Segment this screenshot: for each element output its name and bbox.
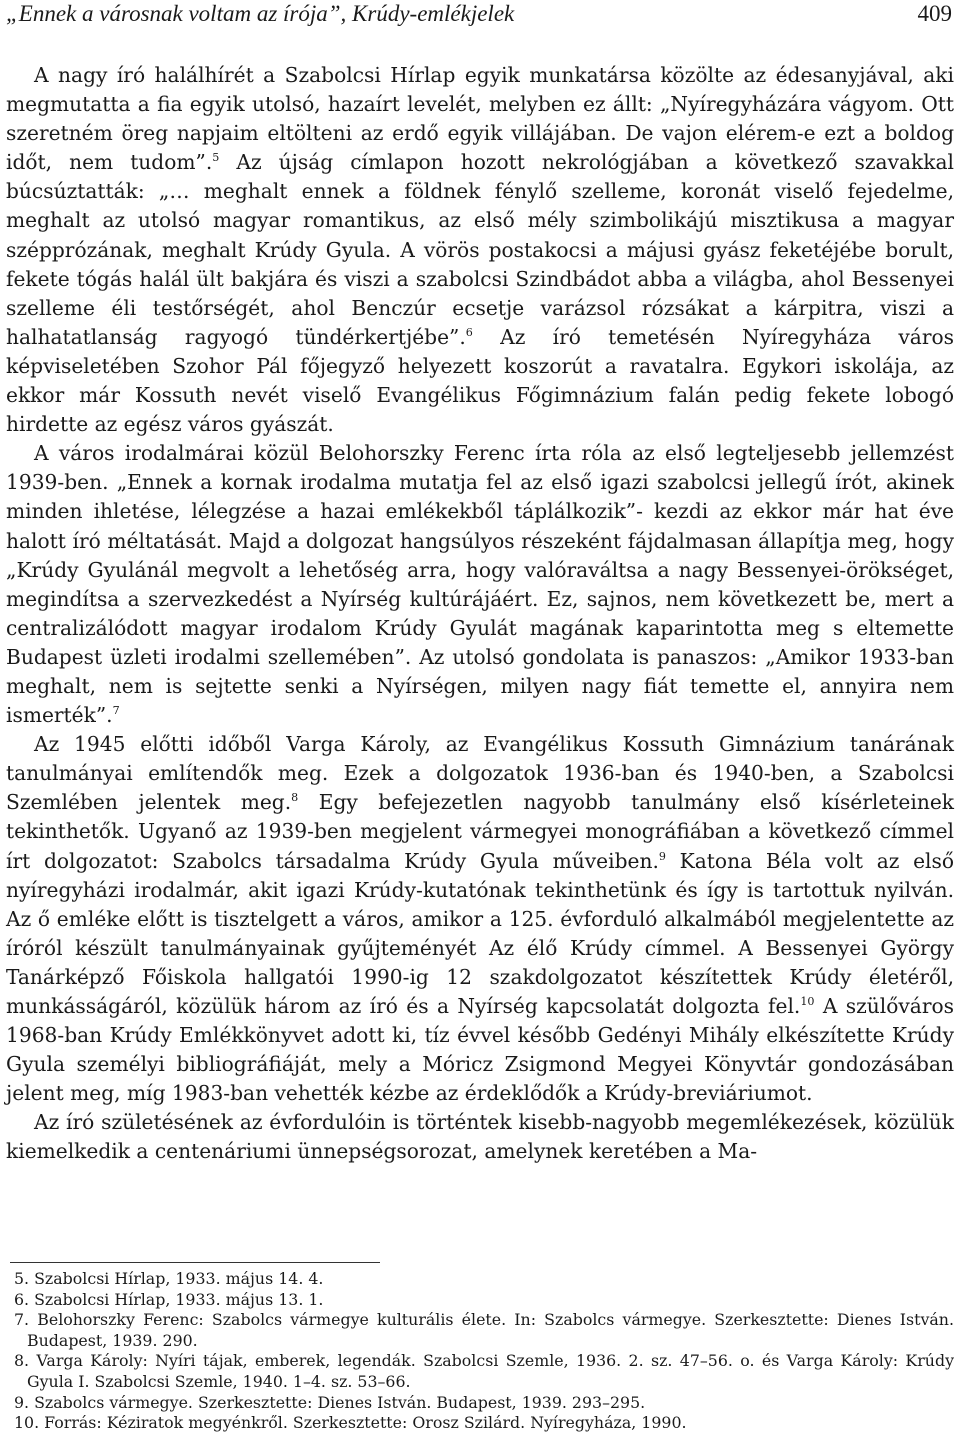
footnote-ref[interactable]: 10 bbox=[800, 995, 815, 1009]
footnote-text: Belohorszky Ferenc: Szabolcs vármegye kulturális élete. In: Szabolcs vármegye. Szerkesztette: Dienes István. Budapest, 1939. 290. bbox=[27, 1310, 954, 1350]
paragraph: Az 1945 előtti időből Varga Károly, az Evangélikus Kossuth Gimnázium tanárának tanulmányai említendők meg. Ezek a dolgozatok 1936-ban és 1940-ben, a Szabolcsi Szemlében jelentek meg.$^8$ Egy befejezetlen nagyobb tanulmány első kísérleteinek tekinthetők. Ugyanő az 1939-ben megjelent vármegyei monográfiában a következő címmel írt dolgozatot: Szabolcs társadalma Krúdy Gyula műveiben.$^9$ Katona Béla volt az első nyíregyházi irodalmár, akit igazi Krúdy-kutatónak tekinthetünk és így is tartottuk nyilván. Az ő emléke előtt is tisztelgett a város, amikor a 125. évforduló alkalmából megjelentette az íróról készült tanulmányainak gyűjteményét Az élő Krúdy címmel. A Bessenyei György Tanárképző Főiskola hallgatói 1990-ig 12 szakdolgozatot készítettek Krúdy életéről, munkásságáról, közülük három az író és a Nyírség kapcsolatát dolgozta fel.$^{10}$ A szülőváros 1968-ban Krúdy Emlékkönyvet adott ki, tíz évvel később Gedényi Mihály elkészítette Krúdy Gyula személyi bibliográfiáját, mely a Móricz Zsigmond Megyei Könyvtár gondozásában jelent meg, míg 1983-ban vehették kézbe az érdeklődők a Krúdy-breviáriumot. bbox=[6, 732, 955, 1106]
footnote-text: Szabolcs vármegye. Szerkesztette: Dienes István. Budapest, 1939. 293–295. bbox=[34, 1392, 646, 1412]
footnote bbox=[6, 1351, 954, 1392]
footnote bbox=[6, 1393, 954, 1414]
footnote-ref[interactable]: 5 bbox=[212, 151, 220, 165]
paragraph: A város irodalmárai közül Belohorszky Ferenc írta róla az első legteljesebb jellemzést 1939-ben. „Ennek a kornak irodalma mutatja fel az első igazi szabolcsi jellegű írót, akinek minden ihletése, lélegzése a hazai emlékekből táplálkozik”- kezdi az ekkor már hat éve halott író méltatását. Majd a dolgozat hangsúlyos részeként fájdalmasan állapítja meg, hogy „Krúdy Gyulánál megvolt a lehetőség arra, hogy valóraváltsa a nagy Bessenyei-örökséget, megindítsa a szervezkedést a Nyírség kultúrájáért. Ez, sajnos, nem következett be, mert a centralizálódott magyar irodalom Krúdy Gyulát magának kaparintotta meg s eltemette Budapest üzleti irodalmi szellemében”. Az utolsó gondolata is panaszos: „Amikor 1933-ban meghalt, nem is sejtette senki a Nyírségen, milyen nagy fiát temette el, annyira nem ismerték”.$^7$ bbox=[6, 441, 954, 728]
footnote-text: Szabolcsi Hírlap, 1933. május 13. 1. bbox=[34, 1289, 324, 1309]
footnote-ref[interactable]: 6 bbox=[465, 326, 473, 340]
paragraph: A nagy író halálhírét a Szabolcsi Hírlap egyik munkatársa közölte az édesanyjával, aki megmutatta a fia egyik utolsó, hazaírt levelét, melyben ez állt: „Nyíregyházára vágyom. Ott szeretném öreg napjaim eltölteni az erdő egyik villájában. De vajon elérem-e ezt a boldog időt, nem tudom”.$^5$ Az újság címlapon hozott nekrológjában a következő szavakkal búcsúztatták: „… meghalt ennek a földnek fénylő szelleme, koronát viselő fejedelme, meghalt az utolsó magyar romantikus, az első mély szimbolikájú misztikusa a magyar szépprózának, meghalt Krúdy Gyula. A vörös postakocsi a májusi gyász feketéjébe borult, fekete tógás halál ült bakjára és viszi a szabolcsi Szindbádot abba a világba, ahol Bessenyei szelleme éli testőrségét, ahol Benczúr ecsetje varázsol rózsákat a kárpitra, viszi a halhatatlanság ragyogó tündérkertjébe”.$^6$ Az író temetésén Nyíregyháza város képviseletében Szohor Pál főjegyző helyezett koszorút a ravatalra. Egykori iskolája, az ekkor már Kossuth nevét viselő Evangélikus Főgimnázium falán pedig fekete lobogó hirdette az egész város gyászát. bbox=[6, 63, 955, 437]
footnotes bbox=[6, 1269, 954, 1434]
footnote-ref[interactable]: 7 bbox=[112, 704, 120, 718]
footnote bbox=[6, 1413, 954, 1434]
footnote bbox=[6, 1310, 954, 1351]
footnote-text: Szabolcsi Hírlap, 1933. május 14. 4. bbox=[34, 1269, 324, 1288]
footnote-number: 6. bbox=[14, 1289, 30, 1309]
page-number: 409 bbox=[917, 1, 952, 26]
footnote-number: 9. bbox=[14, 1392, 30, 1412]
running-header-title: „Ennek a városnak voltam az írója”, Krúdy-emlékjelek bbox=[6, 1, 515, 26]
footnote bbox=[6, 1269, 954, 1290]
running-header bbox=[6, 0, 952, 30]
body-text bbox=[6, 61, 954, 1167]
footnote-ref[interactable]: 8 bbox=[291, 791, 299, 805]
footnote-number: 8. bbox=[14, 1351, 30, 1371]
footnote-text: Forrás: Kéziratok megyénkről. Szerkesztette: Orosz Szilárd. Nyíregyháza, 1990. bbox=[44, 1413, 687, 1433]
footnote-number: 7. bbox=[14, 1310, 30, 1330]
footnote-text: Varga Károly: Nyíri tájak, emberek, legendák. Szabolcsi Szemle, 1936. 2. sz. 47–56. o. és Varga Károly: Krúdy Gyula I. Szabolcsi Szemle, 1940. 1–4. sz. 53–66. bbox=[27, 1351, 954, 1391]
footnote-divider bbox=[10, 1262, 380, 1263]
footnote-number: 5. bbox=[14, 1269, 30, 1288]
footnote bbox=[6, 1290, 954, 1311]
footnote-ref[interactable]: 9 bbox=[658, 849, 666, 863]
footnote-number: 10. bbox=[14, 1413, 40, 1433]
paragraph: Az író születésének az évfordulóin is történtek kisebb-nagyobb megemlékezések, közülük kiemelkedik a centenáriumi ünnepségsorozat, amelynek keretében a Ma- bbox=[6, 1110, 954, 1164]
